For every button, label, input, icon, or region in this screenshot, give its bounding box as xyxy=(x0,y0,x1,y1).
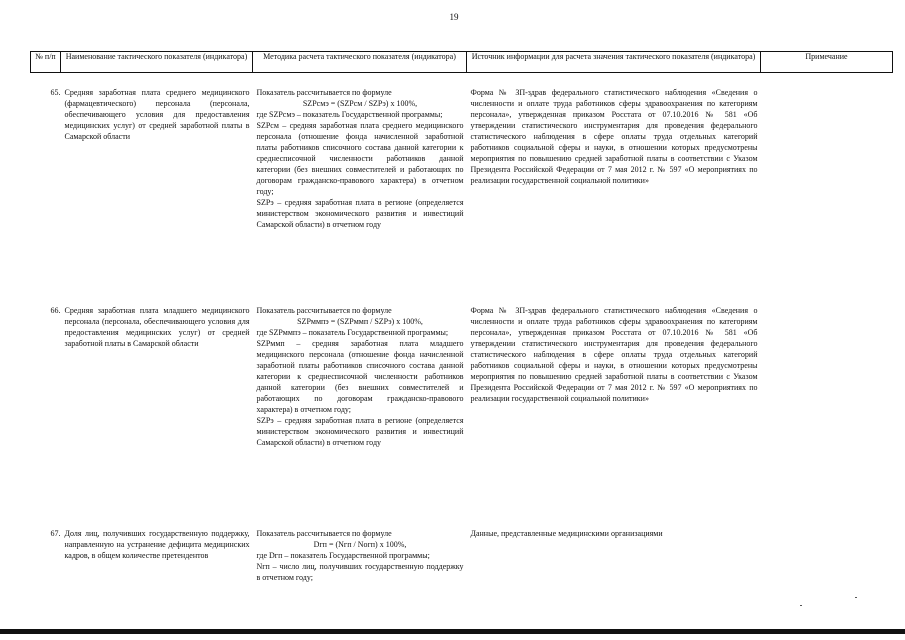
method-line: где SZPммпэ – показатель Государственной программы; xyxy=(256,328,449,337)
header-method: Методика расчета тактического показателя (индикатора) xyxy=(253,52,467,73)
method-line: SZPэ – средняя заработная плата в регионе (определяется министерством экономического развития и инвестиций Самарской области) в отчетном году xyxy=(256,198,464,229)
indicator-name: Средняя заработная плата младшего медицинского персонала (персонала, обеспечивающего условия для предоставления медицинских услуг) от средней заработной платы в Самарской области xyxy=(64,306,250,348)
header-source: Источник информации для расчета значения тактического показателя (индикатора) xyxy=(467,52,761,73)
method-formula: SZPсмэ = (SZPсм / SZPэ) х 100%, xyxy=(302,99,418,108)
method-formula: SZPммпэ = (SZPммп / SZPэ) х 100%, xyxy=(297,317,423,326)
method-cell xyxy=(253,87,467,230)
table-row xyxy=(31,305,893,528)
row-number: 66. xyxy=(50,306,61,315)
row-number: 67. xyxy=(50,529,61,538)
source-cell: Форма № ЗП-здрав федерального статистического наблюдения «Сведения о численности и оплате труда работников сферы здравоохранения по категориям персонала», утвержденная приказом Росстата от 07.10.2016 № 581 «Об утверждении статистического инструментария для проведения федерального статистического наблюдения в сфере оплаты труда отдельных категорий работников социальной сферы и науки, в отношении которых предусмотрены мероприятия по повышению средней заработной платы в соответствии с Указом Президента Российской Федерации от 7 мая 2012 г. № 597 «О мероприятиях по реализации государственной социальной политики» xyxy=(470,306,758,403)
table-row xyxy=(31,87,893,305)
scan-speck xyxy=(855,597,857,598)
source-cell: Форма № ЗП-здрав федерального статистического наблюдения «Сведения о численности и оплате труда работников сферы здравоохранения по категориям персонала», утвержденная приказом Росстата от 07.10.2016 № 581 «Об утверждении статистического инструментария для проведения федерального статистического наблюдения в сфере оплаты труда отдельных категорий работников социальной сферы и науки, в отношении которых предусмотрены мероприятия по повышению средней заработной платы в соответствии с Указом Президента Российской Федерации от 7 мая 2012 г. № 597 «О мероприятиях по реализации государственной социальной политики» xyxy=(470,88,758,185)
method-line: SZPсм – средняя заработная плата среднего медицинского персонала (отношение фонда начисленной заработной платы работников списочного состава данной категории к среднесписочной численности работников данной категории (без внешних совместителей и работающих по договорам гражданско-правового характера) в отчетном году; xyxy=(256,121,464,196)
scan-speck xyxy=(800,605,802,606)
method-line: где Dгп – показатель Государственной программы; xyxy=(256,551,430,560)
method-line: где SZPсмэ – показатель Государственной программы; xyxy=(256,110,443,119)
indicators-table xyxy=(30,51,893,608)
method-line: SZPэ – средняя заработная плата в регионе (определяется министерством экономического развития и инвестиций Самарской области) в отчетном году xyxy=(256,416,464,447)
method-formula: Dгп = (Nгп / Nогп) х 100%, xyxy=(313,540,407,549)
method-intro: Показатель рассчитывается по формуле xyxy=(256,88,392,97)
method-intro: Показатель рассчитывается по формуле xyxy=(256,306,392,315)
indicator-name: Средняя заработная плата среднего медицинского (фармацевтического) персонала (персонала, обеспечивающего условия для предоставления медицинских услуг) от средней заработной платы в Самарской области xyxy=(64,88,250,141)
method-line: SZPммп – средняя заработная плата младшего медицинского персонала (отношение фонда начисленной заработной платы работников списочного состава данной категории к среднесписочной численности работников данной категории (без внешних совместителей и работающих по договорам гражданско-правового характера) в отчетном году; xyxy=(256,339,464,414)
page-number: 19 xyxy=(449,12,459,22)
header-num: № п/п xyxy=(31,52,61,73)
header-name: Наименование тактического показателя (индикатора) xyxy=(61,52,253,73)
method-intro: Показатель рассчитывается по формуле xyxy=(256,529,392,538)
indicator-name: Доля лиц, получивших государственную поддержку, направленную на устранение дефицита медицинских кадров, в общем количестве претендентов xyxy=(64,529,250,560)
method-cell xyxy=(253,305,467,448)
row-number: 65. xyxy=(50,88,61,97)
source-cell: Данные, представленные медицинскими организациями xyxy=(470,529,663,538)
table-header-row xyxy=(31,52,893,73)
header-note: Примечание xyxy=(761,52,893,73)
method-cell xyxy=(253,528,467,583)
scan-bottom-edge xyxy=(0,629,905,634)
table-row xyxy=(31,528,893,608)
method-line: Nгп – число лиц, получивших государственную поддержку в отчетном году; xyxy=(256,562,464,582)
